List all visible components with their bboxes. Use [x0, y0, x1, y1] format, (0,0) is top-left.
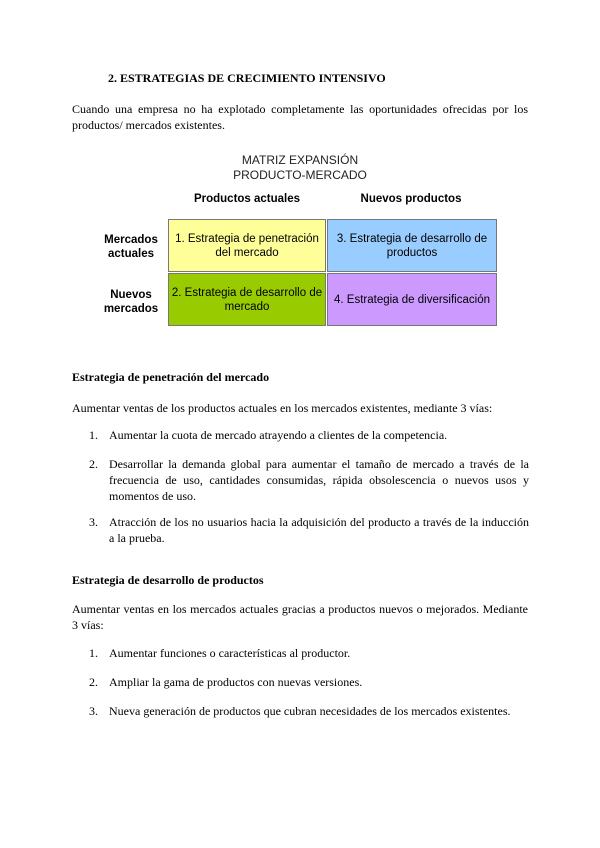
section-intro: Cuando una empresa no ha explotado completamente las oportunidades ofrecidas por los productos/ mercados existentes. — [72, 102, 528, 132]
penetracion-heading: Estrategia de penetración del mercado — [72, 370, 270, 384]
matrix-cell-diversificacion: 4. Estrategia de diversificación — [327, 273, 497, 326]
matrix-title-line2: PRODUCTO-MERCADO — [233, 168, 367, 182]
matrix-cell-desarrollo-productos: 3. Estrategia de desarrollo de productos — [327, 219, 497, 272]
matrix-cell-penetracion: 1. Estrategia de penetración del mercado — [168, 219, 326, 272]
matrix-title — [170, 153, 430, 183]
list-item-text: Ampliar la gama de productos con nuevas versiones. — [109, 675, 363, 689]
list-item-number: 3. — [89, 704, 98, 718]
list-item-number: 1. — [89, 428, 98, 442]
matrix-title-line1: MATRIZ EXPANSIÓN — [241, 153, 359, 167]
desarrollo-heading: Estrategia de desarrollo de productos — [72, 573, 264, 587]
list-item — [89, 456, 529, 504]
list-item-text: Aumentar funciones o características al productor. — [109, 646, 351, 660]
matrix-cell-desarrollo-mercado: 2. Estrategia de desarrollo de mercado — [168, 273, 326, 326]
col-header-productos-actuales: Productos actuales — [193, 193, 301, 205]
list-item-text: Desarrollar la demanda global para aumentar el tamaño de mercado a través de la frecuencia de uso, cantidades consumidas, rápida obsolescencia o nuevos usos y momentos de uso. — [109, 457, 529, 503]
list-item — [89, 427, 529, 443]
list-item — [89, 645, 529, 661]
row-header-mercados-actuales: Mercados actuales — [104, 234, 158, 260]
row-header-nuevos-mercados: Nuevos mercados — [103, 289, 159, 315]
list-item-number: 2. — [89, 675, 98, 689]
list-item-number: 3. — [89, 515, 98, 529]
penetracion-intro: Aumentar ventas de los productos actuales en los mercados existentes, mediante 3 vías: — [72, 401, 493, 415]
list-item-number: 2. — [89, 457, 98, 471]
list-item — [89, 514, 529, 546]
list-item-text: Atracción de los no usuarios hacia la adquisición del producto a través de la inducción a la prueba. — [109, 515, 529, 545]
section-heading: 2. ESTRATEGIAS DE CRECIMIENTO INTENSIVO — [108, 71, 386, 85]
list-item-number: 1. — [89, 646, 98, 660]
list-item — [89, 674, 529, 690]
list-item — [89, 703, 529, 719]
col-header-nuevos-productos: Nuevos productos — [360, 193, 462, 205]
list-item-text: Aumentar la cuota de mercado atrayendo a clientes de la competencia. — [109, 428, 448, 442]
desarrollo-intro: Aumentar ventas en los mercados actuales gracias a productos nuevos o mejorados. Mediante 3 vías: — [72, 602, 528, 632]
list-item-text: Nueva generación de productos que cubran necesidades de los mercados existentes. — [109, 704, 511, 718]
